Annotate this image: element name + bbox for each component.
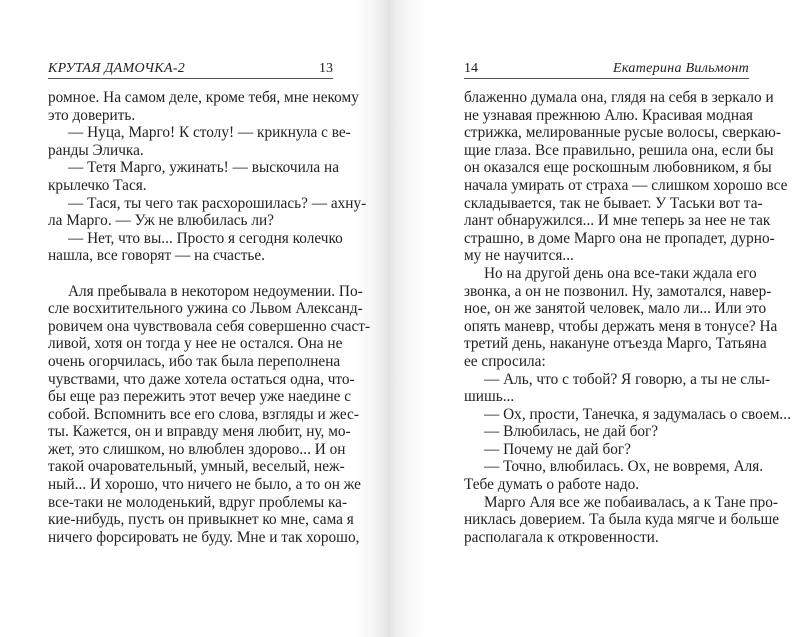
- paragraph: [464, 405, 791, 424]
- text-line: ное, он же занятой человек, мало ли... Или это: [464, 300, 767, 318]
- text-line: — Влюбилась, не дай бог?: [484, 423, 659, 441]
- running-header: [464, 56, 749, 79]
- paragraph: [48, 282, 371, 547]
- text-line: — Нуца, Марго! К столу! — крикнула с ве-: [68, 124, 351, 142]
- page-number: 13: [319, 61, 333, 76]
- text-line: стрижка, мелированные русые волосы, сверкаю-: [464, 124, 781, 142]
- paragraph: [464, 458, 764, 494]
- text-line: — Ох, прости, Танечка, я задумалась о своем...: [484, 405, 791, 423]
- text-line: Тебе думать о работе надо.: [464, 476, 640, 494]
- paragraph: [464, 370, 771, 406]
- text-line: крылечко Тася.: [48, 176, 147, 194]
- text-line: ты. Кажется, он и вправду меня любит, ну, мо-: [48, 423, 351, 441]
- paragraph: [48, 89, 359, 124]
- author-name: Екатерина Вильмонт: [613, 61, 749, 76]
- text-line: Но на другой день она все-таки ждала его: [484, 264, 757, 282]
- text-line: страшно, в доме Марго она не пропадет, дурно-: [464, 229, 775, 247]
- text-line: опять маневр, чтобы держать меня в тонусе? На: [464, 317, 778, 335]
- text-line: Марго Аля все же побаивалась, а к Тане про-: [484, 493, 779, 511]
- text-line: очень огорчилась, ибо так была переполнена: [48, 352, 341, 370]
- paragraph: [464, 89, 788, 265]
- text-line: — Тетя Марго, ужинать! — выскочила на: [68, 159, 340, 177]
- paragraph: [48, 229, 343, 265]
- text-line: щие глаза. Все правильно, решила она, если бы: [464, 141, 774, 159]
- paragraph: [464, 423, 749, 441]
- left-page: [0, 0, 388, 637]
- text-line: ранды Эличка.: [48, 141, 144, 159]
- text-line: чувствами, что даже хотела остаться одна, что-: [48, 370, 355, 388]
- text-line: ничего форсировать не буду. Мне и так хорошо,: [48, 528, 360, 546]
- text-line: кие-нибудь, пусть он привыкнет ко мне, сама я: [48, 511, 354, 529]
- page-number: 14: [464, 61, 478, 76]
- text-line: — Точно, влюбилась. Ох, не вовремя, Аля.: [484, 458, 764, 476]
- text-line: собой. Вспомнить все его слова, взгляды и жес-: [48, 405, 359, 423]
- paragraph: [464, 264, 778, 371]
- text-line: никлась доверием. Та была куда мягче и больше: [464, 511, 780, 529]
- text-line: бы еще раз пережить этот вечер уже наедине с: [48, 388, 352, 406]
- text-line: такой очаровательный, умный, веселый, неж-: [48, 458, 345, 476]
- text-line: Аля пребывала в некотором недоумении. По-: [68, 282, 363, 300]
- text-line: му не научится...: [464, 247, 574, 265]
- text-line: ный... И хорошо, что ничего не было, а то он же: [48, 476, 361, 494]
- page-text: [48, 89, 371, 546]
- text-line: это доверить.: [48, 106, 136, 124]
- running-header: [48, 56, 333, 79]
- text-line: ромное. На самом деле, кроме тебя, мне некому: [48, 89, 359, 106]
- paragraph: [464, 441, 749, 459]
- text-line: сле восхитительного ужина со Львом Александ-: [48, 300, 363, 318]
- text-line: жет, это слишком, но влюблен здорово... И он: [48, 440, 346, 458]
- text-line: лант обнаружился... И мне теперь за нее не так: [464, 212, 771, 230]
- text-line: звонка, а он не позвонил. Ну, замотался, навер-: [464, 282, 772, 300]
- text-line: располагала к откровенности.: [464, 528, 659, 546]
- text-line: третий день, накануне отъезда Марго, Татьяна: [464, 335, 767, 353]
- text-line: — Почему не дай бог?: [484, 440, 631, 458]
- text-line: начала умирать от страха — слишком хорошо все: [464, 176, 788, 194]
- text-line: нашла, все говорят — на счастье.: [48, 247, 266, 265]
- right-page: [388, 0, 801, 637]
- text-line: он оказался еще роскошным любовником, я бы: [464, 159, 772, 177]
- text-line: шишь...: [464, 388, 515, 406]
- text-line: — Аль, что с тобой? Я говорю, а ты не слы-: [484, 370, 771, 388]
- text-line: все-таки не молоденький, вдруг проблемы ка-: [48, 493, 348, 511]
- text-line: — Нет, что вы... Просто я сегодня колечко: [68, 229, 343, 247]
- page-text: [464, 89, 791, 546]
- text-line: ла Марго. — Уж не влюбилась ли?: [48, 212, 274, 230]
- paragraph: [464, 493, 780, 547]
- paragraph: [48, 194, 367, 230]
- text-line: не узнавая прежнюю Алю. Красивая модная: [464, 106, 753, 124]
- text-line: ровичем она чувствовала себя совершенно счаст-: [48, 317, 371, 335]
- paragraph: [48, 159, 340, 194]
- text-line: ливой, хотя он тогда у нее не остался. Она не: [48, 335, 343, 353]
- book-title: КРУТАЯ ДАМОЧКА-2: [48, 61, 186, 76]
- text-line: ее спросила:: [464, 352, 546, 370]
- text-line: — Тася, ты чего так расхорошилась? — ахну-: [68, 194, 367, 212]
- paragraph: [48, 124, 351, 159]
- text-line: складывается, так не бывает. У Таськи вот та-: [464, 194, 763, 212]
- text-line: блаженно думала она, глядя на себя в зеркало и: [464, 89, 774, 106]
